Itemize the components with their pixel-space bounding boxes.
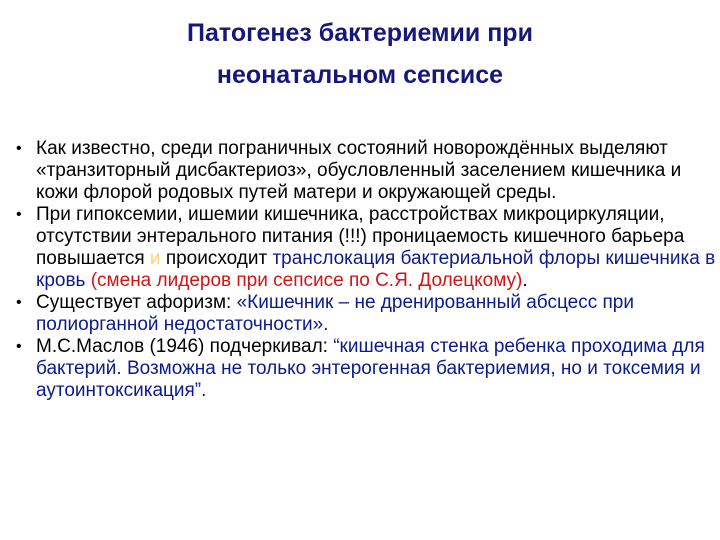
bullet-item-2 (10, 204, 716, 292)
bullet-dot-icon: • (16, 206, 22, 223)
bullet-2-text: При гипоксемии, ишемии кишечника, расстройствах микроциркуляции, отсутствии энтерального питания (!!!) проницаемость кишечного барьера повышается (36, 204, 685, 269)
bullet-item-1 (10, 138, 716, 204)
bullet-2-faint-mark: и (149, 248, 161, 269)
slide-title (40, 12, 680, 96)
bullet-2-highlight-blue: транслокация бактериальной флоры кишечника в кровь (36, 248, 716, 291)
bullet-3-quote: «Кишечник – не дренированный абсцесс при полиорганной недостаточности». (36, 292, 634, 335)
bullet-item-4 (10, 336, 716, 402)
bullet-dot-icon: • (16, 140, 22, 157)
bullet-4-quote: “кишечная стенка ребенка проходима для бактерий. Возможна не только энтерогенная бактериемия, но и токсемия и аутоинтоксикация”. (36, 336, 705, 401)
bullet-dot-icon: • (16, 294, 22, 311)
bullet-list (10, 138, 716, 402)
bullet-2-text-cont: происходит (160, 248, 273, 269)
bullet-3-text: Существует афоризм: (36, 292, 237, 313)
bullet-dot-icon: • (16, 338, 22, 355)
bullet-1-text: Как известно, среди пограничных состояний новорождённых выделяют «транзиторный дисбактериоз», обусловленный заселением кишечника и кожи флорой родовых путей матери и окружающей среды. (36, 138, 682, 203)
bullet-item-3 (10, 292, 716, 336)
title-line-1: Патогенез бактериемии при (187, 19, 533, 47)
title-line-2: неонатальном сепсисе (216, 61, 504, 89)
bullet-2-highlight-red: (смена лидеров при сепсисе по С.Я. Долецкому) (90, 270, 523, 291)
bullet-4-text: М.С.Маслов (1946) подчеркивал: (36, 336, 334, 357)
bullet-2-period: . (522, 270, 528, 291)
